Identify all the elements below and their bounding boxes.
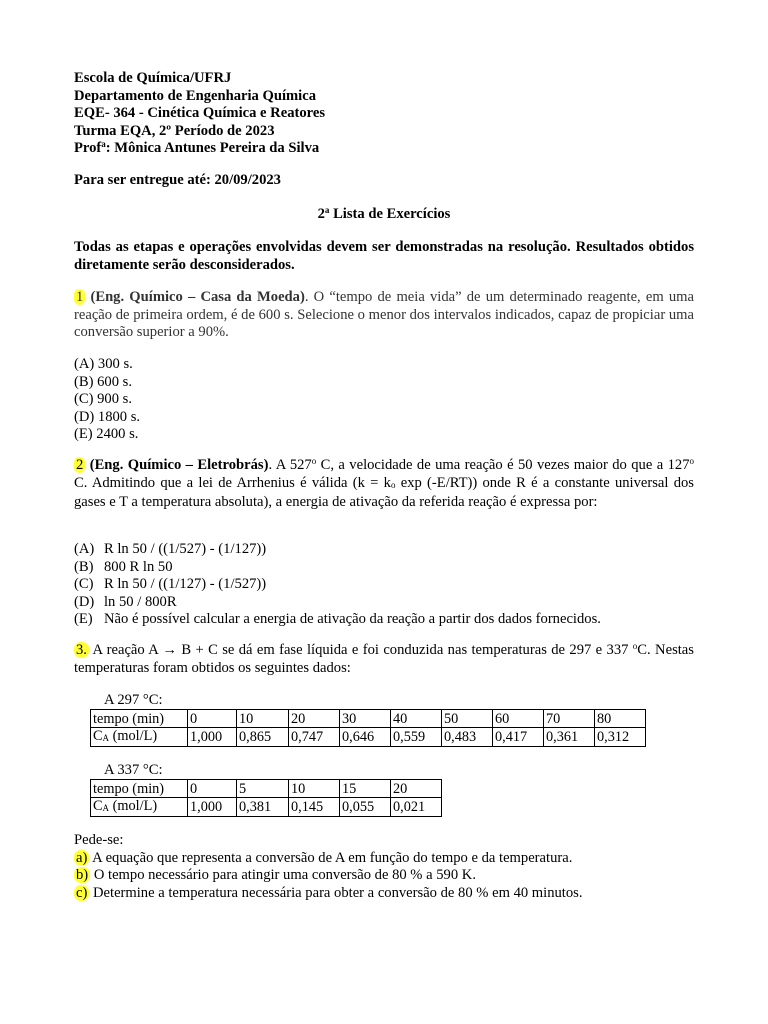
table-cell: 0 <box>188 780 237 798</box>
due-date: Para ser entregue até: 20/09/2023 <box>74 172 281 188</box>
question-1 <box>74 289 694 342</box>
option-b: (B) 800 R ln 50 <box>74 558 173 575</box>
school-name: Escola de Química/UFRJ <box>74 70 232 86</box>
option-a: (A) 300 s. <box>74 356 133 372</box>
table-2-caption: A 337 °C: <box>104 762 163 778</box>
table-cell: 0,021 <box>391 798 442 817</box>
table-cell: 1,000 <box>188 798 237 817</box>
table-cell: 0,483 <box>442 728 493 747</box>
data-table-337 <box>90 779 442 817</box>
table-cell: 0,381 <box>237 798 289 817</box>
list-title: 2$^a$ Lista de Exercícios <box>317 205 451 222</box>
table-cell: 0,361 <box>544 728 595 747</box>
table-header-cell: $C_A$ (mol/L) <box>91 798 188 817</box>
item-a: a) A equação que representa a conversão de A em função do tempo e da temperatura. <box>76 849 573 866</box>
table-cell: 1,000 <box>188 728 237 747</box>
question-2-source: (Eng. Químico – Eletrobrás) <box>89 457 269 473</box>
course-name: EQE- 364 - Cinética Química e Reatores <box>74 105 326 121</box>
question-2: 2 (Eng. Químico – Eletrobrás). A 527$^o$ C, a velocidade de uma reação é 50 vezes maior do que a 127$^o$ C. Admitindo que a lei de Arrhenius é válida ($k = k_o$ exp (-E/RT)) onde R é a constante universal dos gases e T a temperatura absoluta), a energia de ativação da referida reação é expressa por: <box>74 456 694 510</box>
option-e: (E) Não é possível calcular a energia de ativação da reação a partir dos dados fornecidos. <box>74 611 601 627</box>
question-3-items <box>74 832 694 902</box>
table-cell: 20 <box>289 710 340 728</box>
question-2-options <box>74 541 694 629</box>
option-c: (C) 900 s. <box>74 391 132 407</box>
table-cell: 0 <box>188 710 237 728</box>
pede-se-label: Pede-se: <box>74 832 124 848</box>
professor-line: Prof$^a$: Mônica Antunes Pereira da Silva <box>74 139 320 156</box>
table-row <box>91 780 442 798</box>
table-cell: 50 <box>442 710 493 728</box>
table-header-cell: tempo (min) <box>91 780 188 798</box>
question-1-options <box>74 356 694 444</box>
table-cell: 0,312 <box>595 728 646 747</box>
table-cell: 5 <box>237 780 289 798</box>
question-2-number: 2 <box>76 457 84 473</box>
option-c: (C) R ln 50 / ((1/127) - (1/527)) <box>74 576 267 592</box>
item-c: c) Determine a temperatura necessária para obter a conversão de 80 % em 40 minutos. <box>76 884 583 901</box>
instructions: Todas as etapas e operações envolvidas devem ser demonstradas na resolução. Resultados obtidos diretamente serão desconsiderados. <box>74 239 694 273</box>
table-cell: 60 <box>493 710 544 728</box>
table-cell: 30 <box>340 710 391 728</box>
table-1-caption: A 297 °C: <box>104 692 163 708</box>
reaction-arrow: → <box>162 642 177 658</box>
option-b: (B) 600 s. <box>74 373 132 390</box>
table-cell: 0,145 <box>289 798 340 817</box>
table-cell: 0,417 <box>493 728 544 747</box>
table-cell: 40 <box>391 710 442 728</box>
table-cell: 0,747 <box>289 728 340 747</box>
option-d: (D) 1800 s. <box>74 408 141 425</box>
class-period: Turma EQA, 2º Período de 2023 <box>74 122 275 139</box>
table-row <box>91 710 646 728</box>
table-cell: 20 <box>391 780 442 798</box>
question-1-source: (Eng. Químico – Casa da Moeda) <box>90 289 305 305</box>
table-header-cell: $C_A$ (mol/L) <box>91 728 188 747</box>
department-name: Departamento de Engenharia Química <box>74 87 317 104</box>
option-a: (A) R ln 50 / ((1/527) - (1/127)) <box>74 541 267 557</box>
table-header-cell: tempo (min) <box>91 710 188 728</box>
table-row <box>91 798 442 817</box>
table-cell: 0,055 <box>340 798 391 817</box>
data-table-297 <box>90 709 646 747</box>
header-block <box>74 70 694 158</box>
question-3-number: 3. <box>76 642 87 658</box>
table-cell: 70 <box>544 710 595 728</box>
table-cell: 0,646 <box>340 728 391 747</box>
question-3: 3. A reação A → B + C se dá em fase líquida e foi conduzida nas temperaturas de 297 e 337 $^o$C. Nestas temperaturas foram obtidos os seguintes dados: <box>74 641 694 676</box>
option-d: (D) ln 50 / 800R <box>74 593 177 610</box>
question-1-text: . O “tempo de meia vida” de um determinado reagente, em uma reação de primeira ordem, é de 600 s. Selecione o menor dos intervalos indicados, capaz de propiciar uma conversão superior a 90%. <box>74 289 694 340</box>
table-cell: 0,865 <box>237 728 289 747</box>
table-cell: 0,559 <box>391 728 442 747</box>
table-cell: 80 <box>595 710 646 728</box>
table-row <box>91 728 646 747</box>
table-cell: 10 <box>237 710 289 728</box>
item-b: b) O tempo necessário para atingir uma conversão de 80 % a 590 K. <box>76 867 476 883</box>
table-cell: 15 <box>340 780 391 798</box>
option-e: (E) 2400 s. <box>74 426 139 442</box>
question-1-number: 1 <box>76 289 84 305</box>
table-cell: 10 <box>289 780 340 798</box>
